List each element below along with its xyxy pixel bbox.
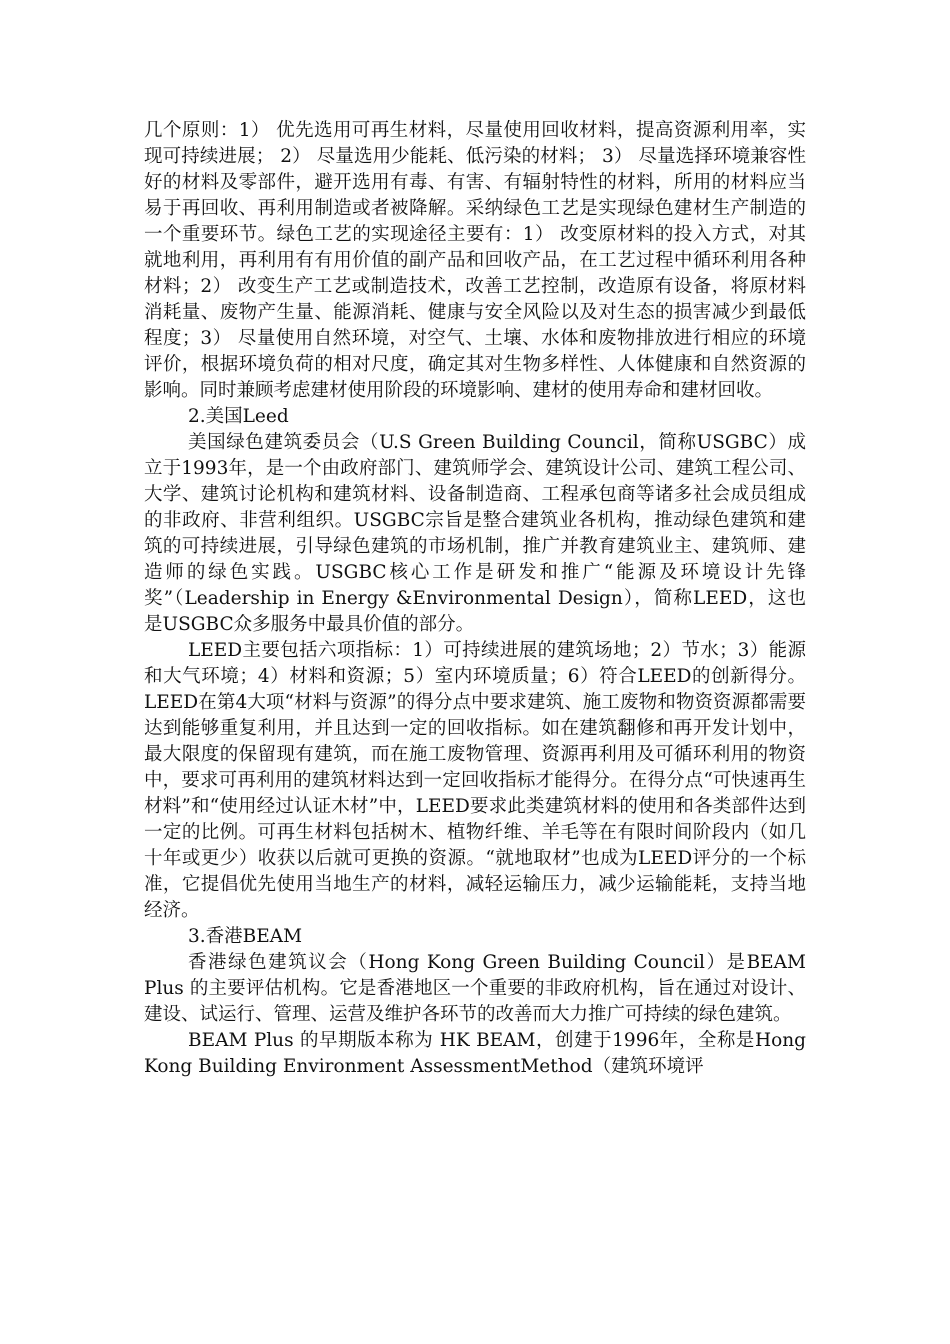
paragraph-usgbc: 美国绿色建筑委员会（U.S Green Building Council，简称USGBC）成立于1993年，是一个由政府部门、建筑师学会、建筑设计公司、建筑工程公司、大学、建筑讨论机构和建筑材料、设备制造商、工程承包商等诸多社会成员组成的非政府、非营利组织。USGBC宗旨是整合建筑业各机构，推动绿色建筑和建筑的可持续进展，引导绿色建筑的市场机制，推广并教育建筑业主、建筑师、建造师的绿色实践。USGBC核心工作是研发和推广“能源及环境设计先锋奖”（Leadership in Energy &Environmental Design），简称LEED，这也是USGBC众多服务中最具价值的部分。 <box>144 432 806 635</box>
paragraph-beam-plus: BEAM Plus 的早期版本称为 HK BEAM，创建于1996年，全称是Hong Kong Building Environment AssessmentMethod（建筑环境评 <box>144 1030 806 1077</box>
paragraph-leed-indicators: LEED主要包括六项指标：1）可持续进展的建筑场地；2）节水；3）能源和大气环境；4）材料和资源；5）室内环境质量；6）符合LEED的创新得分。LEED在第4大项“材料与资源”的得分点中要求建筑、施工废物和物资资源都需要达到能够重复利用，并且达到一定的回收指标。如在建筑翻修和再开发计划中，最大限度的保留现有建筑，而在施工废物管理、资源再利用及可循环利用的物资中，要求可再利用的建筑材料达到一定回收指标才能得分。在得分点“可快速再生材料”和“使用经过认证木材”中，LEED要求此类建筑材料的使用和各类部件达到一定的比例。可再生材料包括树木、植物纤维、羊毛等在有限时间阶段内（如几十年或更少）收获以后就可更换的资源。“就地取材”也成为LEED评分的一个标准，它提倡优先使用当地生产的材料，减轻运输压力，减少运输能耗，支持当地经济。 <box>144 640 806 921</box>
section-heading-leed: 2.美国Leed <box>188 406 289 427</box>
section-heading-beam: 3.香港BEAM <box>188 926 303 947</box>
paragraph-hkgbc: 香港绿色建筑议会（Hong Kong Green Building Council）是BEAM Plus 的主要评估机构。它是香港地区一个重要的非政府机构，旨在通过对设计、建设、试运行、管理、运营及维护各环节的改善而大力推广可持续的绿色建筑。 <box>144 952 806 1025</box>
paragraph-principles: 几个原则：1） 优先选用可再生材料，尽量使用回收材料，提高资源利用率，实现可持续进展； 2） 尽量选用少能耗、低污染的材料； 3） 尽量选择环境兼容性好的材料及零部件，避开选用有毒、有害、有辐射特性的材料，所用的材料应当易于再回收、再利用制造或者被降解。采纳绿色工艺是实现绿色建材生产制造的一个重要环节。绿色工艺的实现途径主要有：1） 改变原材料的投入方式，对其就地利用，再利用有有用价值的副产品和回收产品，在工艺过程中循环利用各种材料；2） 改变生产工艺或制造技术，改善工艺控制，改造原有设备，将原材料消耗量、废物产生量、能源消耗、健康与安全风险以及对生态的损害减少到最低程度；3） 尽量使用自然环境，对空气、土壤、水体和废物排放进行相应的环境评价，根据环境负荷的相对尺度，确定其对生物多样性、人体健康和自然资源的影响。同时兼顾考虑建材使用阶段的环境影响、建材的使用寿命和建材回收。 <box>144 120 806 401</box>
document-body <box>144 118 806 1080</box>
